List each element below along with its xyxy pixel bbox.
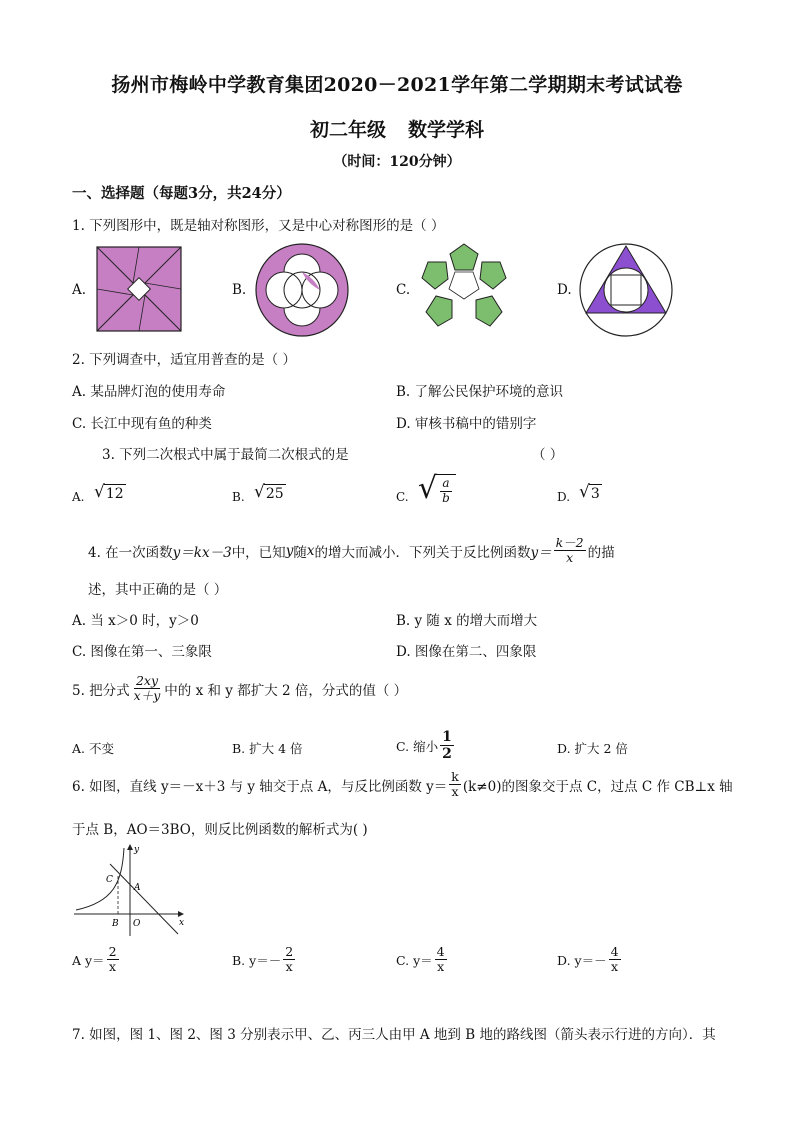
q5-c-num: 1 <box>442 729 452 745</box>
q5-option-c-label: C. 缩小 <box>396 738 439 754</box>
q2-option-a: A. 某品牌灯泡的使用寿命 <box>72 384 226 400</box>
q6-frac-num: k <box>451 769 459 784</box>
q4-frac-den: x <box>566 550 574 566</box>
q5-frac-den: x＋y <box>133 688 161 704</box>
q6-option-c <box>396 945 449 975</box>
radicand-a: 12 <box>105 486 124 502</box>
graph-label-x: x <box>179 918 185 928</box>
question-3-paren: （ ） <box>532 447 564 463</box>
q4-text-b: 中，已知 <box>231 544 286 561</box>
q2-option-d: D. 审核书稿中的错别字 <box>396 416 537 432</box>
q5-option-c <box>396 729 456 762</box>
q4-var-x: x <box>306 542 315 559</box>
q4-equation-2: y＝ <box>530 544 552 561</box>
q3-option-c-radical: √ $\frac{a}{b}$ <box>418 474 456 506</box>
q5-frac-num: 2xy <box>135 673 159 688</box>
q1-option-c-label: C. <box>396 282 411 298</box>
exam-title: 扬州市梅岭中学教育集团2020－2021学年第二学期期末考试试卷 <box>111 74 683 96</box>
q6-option-b <box>232 945 297 975</box>
exam-time: （时间：120分钟） <box>333 154 461 170</box>
question-7-stem: 7. 如图，图 1、图 2、图 3 分别表示甲、乙、丙三人由甲 A 地到 B 地的路线图（箭头表示行进的方向）．其 <box>72 1027 716 1043</box>
q6-option-c-label: C. y＝ <box>396 952 433 968</box>
q6-option-b-label: B. y＝－ <box>232 952 282 968</box>
q6-a-num: 2 <box>108 944 117 959</box>
q4-option-b: B. y 随 x 的增大而增大 <box>396 613 538 629</box>
q6-option-d-label: D. y＝－ <box>557 952 607 968</box>
question-4-stem <box>88 536 615 566</box>
q6-c-num: 4 <box>436 944 445 959</box>
q3-option-d-label: D. <box>557 490 571 504</box>
q4-option-a: A. 当 x＞0 时，y＞0 <box>72 613 199 629</box>
question-5-stem <box>72 674 407 704</box>
radicand-b: 25 <box>265 486 284 502</box>
q1-figure-a-square-pinwheel <box>96 246 182 332</box>
q1-option-d-label: D. <box>557 282 572 298</box>
q6-b-den: x <box>285 959 293 975</box>
q5-text-a: 5. 把分式 <box>72 682 130 699</box>
q3-option-a-label: A. <box>72 490 85 504</box>
question-2-stem: 2. 下列调查中，适宜用普查的是（ ） <box>72 352 296 368</box>
q6-d-den: x <box>611 959 619 975</box>
q6-fraction <box>449 770 461 800</box>
q3-option-b-radical: √ 25 <box>254 482 284 502</box>
q6-option-c-fraction <box>435 945 447 975</box>
q6-option-b-fraction <box>283 945 295 975</box>
q3-option-d-radical: √ 3 <box>579 482 600 502</box>
graph-label-y: y <box>134 845 140 855</box>
question-6-stem <box>72 770 733 800</box>
q4-text-c: 随 <box>293 544 307 561</box>
q6-frac-den: x <box>451 784 459 800</box>
q6-option-a <box>72 945 121 975</box>
q5-option-c-fraction <box>440 729 454 762</box>
q6-option-d-fraction <box>609 945 621 975</box>
q4-frac-num: k－2 <box>555 535 584 550</box>
q4-equation-1: y＝kx－3 <box>172 544 232 561</box>
q4-text-e: 的描 <box>587 544 615 561</box>
q6-option-a-label: A y＝ <box>72 952 105 968</box>
section-heading: 一、选择题（每题3分，共24分） <box>72 185 291 202</box>
radicand-c-num: a <box>442 476 450 490</box>
q1-figure-c-pentagons <box>416 242 512 334</box>
q2-option-b: B. 了解公民保护环境的意识 <box>396 384 564 400</box>
q3-option-c-label: C. <box>396 490 409 504</box>
q6-d-num: 4 <box>610 944 619 959</box>
q1-figure-d-circle-triangle <box>578 242 674 338</box>
q4-fraction <box>554 536 586 566</box>
q1-figure-b-circle-petals <box>254 242 350 338</box>
q5-option-b: B. 扩大 4 倍 <box>232 741 303 756</box>
q1-option-b-label: B. <box>232 282 247 298</box>
q6-option-d <box>557 945 623 975</box>
question-6-stem-line2: 于点 B，AO＝3BO，则反比例函数的解析式为( ) <box>72 822 368 838</box>
graph-label-c: C <box>106 875 113 885</box>
graph-label-b: B <box>112 919 119 929</box>
grade-label: 初二年级 <box>309 119 386 141</box>
q6-a-den: x <box>109 959 117 975</box>
q6-option-a-fraction <box>107 945 119 975</box>
q5-fraction <box>132 674 163 704</box>
q4-text-d: 的增大而减小．下列关于反比例函数 <box>314 544 531 561</box>
q4-text-a: 4. 在一次函数 <box>88 544 173 561</box>
graph-label-o: O <box>133 919 141 929</box>
q3-option-b-label: B. <box>232 490 245 504</box>
q6-graph-figure <box>70 842 188 938</box>
q4-var-y: y <box>285 542 294 559</box>
q3-option-a-radical: √ 12 <box>94 482 124 502</box>
question-4-stem-line2: 述，其中正确的是（ ） <box>88 582 228 598</box>
q5-text-b: 中的 x 和 y 都扩大 2 倍，分式的值（ ） <box>164 682 408 699</box>
q5-option-d: D. 扩大 2 倍 <box>557 741 628 756</box>
q4-option-d: D. 图像在第二、四象限 <box>396 644 537 660</box>
exam-subtitle <box>0 115 794 142</box>
radicand-c-den: b <box>442 490 450 505</box>
q6-text-b: (k≠0)的图象交于点 C，过点 C 作 CB⊥x 轴 <box>462 778 733 795</box>
q6-text-a: 6. 如图，直线 y＝－x＋3 与 y 轴交于点 A，与反比例函数 y＝ <box>72 778 448 795</box>
graph-label-a: A <box>134 883 141 893</box>
q4-option-c: C. 图像在第一、三象限 <box>72 644 212 660</box>
radicand-d: 3 <box>590 486 600 502</box>
question-3-stem: 3. 下列二次根式中属于最简二次根式的是 <box>102 447 349 463</box>
q6-c-den: x <box>437 959 445 975</box>
question-1-stem: 1. 下列图形中，既是轴对称图形，又是中心对称图形的是（ ） <box>72 218 445 234</box>
q6-b-num: 2 <box>285 944 294 959</box>
q1-option-a-label: A. <box>72 282 87 298</box>
q2-option-c: C. 长江中现有鱼的种类 <box>72 416 212 432</box>
q5-option-a: A. 不变 <box>72 741 114 756</box>
q5-c-den: 2 <box>442 746 452 763</box>
subject-label: 数学学科 <box>408 119 485 141</box>
